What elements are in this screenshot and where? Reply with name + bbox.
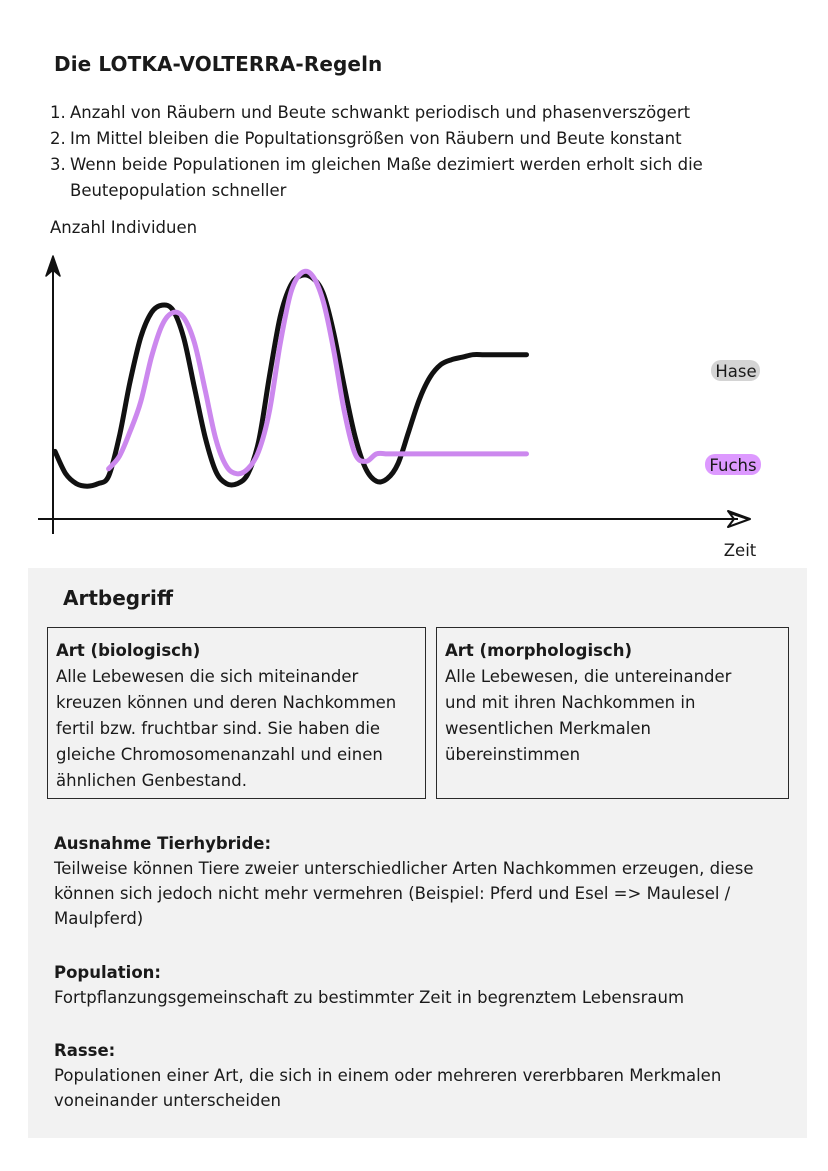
chart-y-axis-label: Anzahl Individuen [50,218,198,237]
legend-hase-label: Hase [715,362,757,381]
definition-heading: Art (morphologisch) [445,641,632,660]
term-line: Populationen einer Art, die sich in einem oder mehreren vererbbaren Merkmalen [54,1066,722,1085]
page-title: Die LOTKA-VOLTERRA-Regeln [54,52,383,76]
lotka-volterra-chart [0,240,828,560]
definition-box-biologisch [47,627,426,799]
rule-item [50,100,790,126]
term-rasse [54,1038,794,1113]
definition-line: wesentlichen Merkmalen [445,719,651,738]
rules-list [50,100,790,204]
definition-line: kreuzen können und deren Nachkommen [56,693,397,712]
series-line-fuchs [109,271,527,474]
term-heading: Rasse: [54,1041,116,1060]
section-title: Artbegriff [63,586,174,610]
definition-line: und mit ihren Nachkommen in [445,693,696,712]
definition-heading: Art (biologisch) [56,641,201,660]
legend-fuchs-label: Fuchs [709,456,757,475]
term-line: können sich jedoch nicht mehr vermehren (Beispiel: Pferd und Esel => Maulesel / [54,884,731,903]
term-population [54,960,794,1010]
term-tierhybride [54,831,794,931]
rule-text: Im Mittel bleiben die Popultationsgrößen von Räubern und Beute konstant [70,129,682,148]
rule-item [50,152,790,204]
term-heading: Ausnahme Tierhybride: [54,834,272,853]
rule-number: 3. [50,155,66,174]
definition-line: übereinstimmen [445,745,581,764]
term-line: Maulpferd) [54,909,144,928]
rule-text: Anzahl von Räubern und Beute schwankt periodisch und phasenverszögert [70,103,691,122]
definition-line: gleiche Chromosomenanzahl und einen [56,745,383,764]
rule-number: 1. [50,103,66,122]
definition-box-morphologisch [436,627,789,799]
definition-line: ähnlichen Genbestand. [56,771,247,790]
term-line: voneinander unterscheiden [54,1091,281,1110]
term-line: Teilweise können Tiere zweier unterschiedlicher Arten Nachkommen erzeugen, diese [54,859,754,878]
x-axis-label: Zeit [723,541,757,560]
definition-line: Alle Lebewesen, die untereinander [445,667,732,686]
rule-item [50,126,790,152]
term-heading: Population: [54,963,162,982]
rule-text: Wenn beide Populationen im gleichen Maße dezimiert werden erholt sich die Beutepopulation schneller [70,155,703,200]
rule-number: 2. [50,129,66,148]
definition-line: fertil bzw. fruchtbar sind. Sie haben die [56,719,381,738]
definition-line: Alle Lebewesen die sich miteinander [56,667,359,686]
term-line: Fortpflanzungsgemeinschaft zu bestimmter Zeit in begrenztem Lebensraum [54,988,685,1007]
